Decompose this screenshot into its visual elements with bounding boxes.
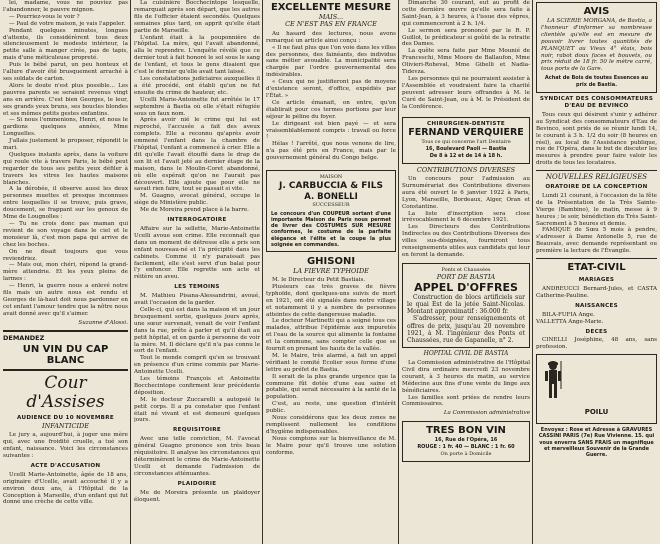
text-paragraph: Il serait de la plus grande urgence que la commune fût dotée d'une eau saine et potable, qui serait nécessaire à la santé de la population.: [266, 373, 396, 401]
ad-box-dentist: [402, 117, 530, 165]
text-paragraph: M. le Directeur du Petit Bastiais.: [272, 276, 366, 283]
avis-title: AVIS: [583, 6, 610, 17]
text-paragraph: Quelques instants après, dans la voiture qui roule vite à travers Paris, le bébé peut regarder de tous ses petits yeux défiler à travers les vitres les hautes maisons blanches.: [3, 151, 128, 186]
section-subtitle: LA FIEVRE TYPHOIDE: [293, 267, 369, 276]
text-paragraph: FAMIQUE de Sœu 5 mois à pendre, s'adresser à Dame Antonelle 5, rue de Beauvais, avec demande représentant ou première la lecture de l'Évangile.: [536, 227, 657, 255]
column-rule: [398, 0, 399, 544]
article-subtitle: MAIS...: [318, 13, 344, 21]
text-paragraph: Alors le doute n'est plus possible... Les pauvres parents se seraient revenus vingt ans en arrière. C'est bien Georges, le leur, ses grands yeux bruns, ses boucles blondes et ses mêmes petits gestes enfantins.: [3, 82, 128, 117]
text-paragraph: M. le docteur Zuccarelli a autopsié le petit corps. Il a pu constater que l'enfant était né vivant et est demeuré quelques jours.: [134, 396, 260, 424]
divider: [3, 330, 128, 332]
column-3: [266, 0, 396, 544]
text-paragraph: Ce article émanait, on entre, qu'on établirait pour ces termes portions par leur séjour le péline du foyer.: [266, 99, 396, 120]
text-paragraph: — Si nous l'emmenions, Henri, et nous le gardions quelques années, Mme Longuelles.: [3, 117, 128, 138]
text-paragraph: ANDREUCCI Bernard-Jules, et CASTA Catherine-Pauline.: [536, 286, 657, 299]
text-paragraph: Pendant quelques minutes, longues d'attente, ils considérèrent tous deux silencieusement le modeste intérieur, la petite salle à manger cirée, pas de tapis, mais d'une méticuleuse propreté.: [3, 27, 128, 62]
column-1: [3, 0, 128, 544]
signature: Suzanne d'Alossi.: [78, 319, 128, 326]
section-heading: PLAIDOIRIE: [177, 480, 217, 487]
text-paragraph: Le dirigeant est bien payé — et sera vraisemblablement compris : travail ou force !: [266, 120, 396, 141]
text-paragraph: LA SCIERIE MORGANA, de Bastia, a l'honneur d'informer sa nombreuse clientèle qu'elle est en mesure de pouvoir livrer toutes quantités de PLANQUET au Vieux 4° étais, bois noir, rabot doux faces et bouvets, ou prix réduit de 18 fr. 50 le mètre carré, tous ports de la Gare.: [541, 18, 652, 73]
ad-successor: SUCCESSEUR: [312, 201, 350, 208]
text-paragraph: Construction de blocs artificiels sur le quai Est de la jetée Saint-Nicolas. Montant approximatif : 36.000 fr.: [407, 293, 525, 316]
section-title-hopital: HOPITAL CIVIL DE BASTIA: [423, 350, 509, 358]
ad-box-wine: [402, 421, 530, 462]
text-paragraph: Tout le monde comprit qu'en se trouvant en présence d'un crime commis par Marie-Antoinette Ucelli.: [134, 355, 260, 376]
section-heading: MARIAGES: [578, 277, 615, 284]
text-paragraph: La liste d'inscription sera close irrévocablement le 6 décembre 1921.: [402, 210, 530, 224]
ad-box-poilu: [536, 354, 657, 424]
text-paragraph: Le docteur Martinetti qui a soigné tous ces malades, attribue l'épidémie aux impuretés et l'eau de la source qui alimente la fontaine et la commune, sans compter celle que se fournit en prenant les hauts de la vallée.: [266, 318, 396, 353]
court-subtitle: INFANTICIDE: [42, 422, 89, 431]
ad-address: 16, Boulevard Paoli — Bastia: [425, 146, 507, 153]
ad-appel-offres: APPEL D'OFFRES: [414, 280, 518, 294]
ad-wine-title: TRES BON VIN: [426, 425, 506, 437]
text-paragraph: — Pourriez-vous le voir ?: [9, 13, 80, 20]
section-title-ghisoni: GHISONI: [306, 256, 356, 268]
text-paragraph: Affaire sur la sellette, Marie-Antoinette Ucelli avoue son crime. Elle reconnaît que dans un moment de détresse elle a pris son enfant nouveau-né et l'a précipité dans les cabinets. Comme il n'y paraissait pas facilement, elle s'est servi d'un balai pour l'y enfoncer. Elle regrette son acte et réitère un aveu.: [134, 226, 260, 281]
text-paragraph: M. Mathieu Pisana-Alessandrini, avoué, avait l'occasion de la garder.: [134, 293, 260, 307]
ad-label: Ponts et Chaussées: [441, 266, 491, 273]
text-paragraph: Me de Moreira prend place à la barre.: [140, 207, 249, 214]
ad-text: Envoyez : Rose et Adresse à GRAVURES CASSINI PARIS (7e) Rue Vivienne. 15. qui vous enverra SANS FRAIS un magnifique et merveilleux Souvenir de la Grande Guerre.: [538, 427, 655, 459]
ad-box-carbuccia: [266, 170, 396, 252]
divider: [536, 170, 657, 171]
article-subtitle-2: CE N'EST PAS EN FRANCE: [285, 19, 377, 28]
text-paragraph: Les personnes qui ne pourraient assister à l'Assemblée et voudraient faire la charité peuvent adresser leurs offrandes à M. le Curé de Saint-Jean, ou à M. le Président de la Conférence.: [402, 75, 530, 110]
court-date: AUDIENCE DU 10 NOVEMBRE: [17, 414, 114, 421]
text-paragraph: Le jury a, aujourd'hui, à juger une mère qui, avec une froidité cruelle, a tué son enfant, naissance. Voici les circonstances suivantes :: [3, 432, 128, 460]
text-paragraph: « Il ne faut plus que l'on voie dans les villes des personnes, des fainéants, des individus sans métier avouable. La municipalité sera chargée par l'ordre gouvernemental des indésirables.: [266, 44, 396, 79]
section-title-religieuses: NOUVELLES RELIGIEUSES: [545, 173, 648, 182]
text-paragraph: C'est, au reste, une question d'intérêt public.: [266, 401, 396, 415]
text-paragraph: — Tu ne crois donc pas maman qui revient de son voyage dans le ciel et le monsieur là, c'est mon papa qui arrive de chez les boches.: [3, 221, 128, 248]
text-paragraph: Après avoir nié le crime qui lui est reproché, l'accusée a fait des aveux complets. Elle a reconnu qu'après avoir emmené l'enfant dans la chambre de l'hôpital, l'enfant a commencé à crier. Elle a dit qu'elle l'avait étouffé dans le drap de son lit et l'avait jeté au dernier étage de la maison, dans le Moulin-Coret abandonné, où elle espérait qu'on ne l'aurait pas découvert. Elle ajoute que pour elle ne savait rien faire, tout se passait si vite.: [134, 117, 260, 193]
ad-box-avis: [536, 2, 657, 93]
ad-demandez: DEMANDEZ: [3, 333, 45, 342]
text-paragraph: Nous considérons que les deux zones ne remplissent nullement les conditions d'hygiène indispensables.: [266, 415, 396, 435]
text-paragraph: La cuisinière Bocchecintope lesquelle, remarquait après son départ, que les autres fils de l'officier étaient secondés. Quelques semaines plus tard, on apprit qu'elle était partie de Marseille.: [134, 0, 260, 34]
section-title-etat-civil: ETAT-CIVIL: [567, 262, 626, 274]
section-heading: DECES: [585, 328, 608, 335]
text-paragraph: Les constatations judiciaires auxquelles il a été procédé, ont établi qu'un ne fut ensuite du crime de hauteur, etc.: [134, 75, 260, 96]
ad-label: MAISON: [319, 174, 343, 181]
article-title: EXCELLENTE MESURE: [270, 2, 392, 13]
ad-label: CHIRURGIEN-DENTISTE: [427, 120, 505, 127]
ad-text: Le concours d'un COUPEUR sortant d'une importante Maison de Paris nous permet de livrer des COSTUMES SUR MESURE conformes, le costume de la parfaite élégance et l'élite et la coupe la plus soignée en commandes.: [271, 210, 391, 248]
text-paragraph: M. le Maire, très alarmé, a fait un appel vérifiant le comité Ecolier sous forme d'une lettre au préfet de Bastia.: [266, 352, 396, 373]
ad-company-name: J. CARBUCCIA & FILS: [279, 180, 383, 191]
text-paragraph: Dimanche 30 courant, eut au profit de cette dernière œuvre qu'elle sera faite à Saint-Jean, à 3 heures, à l'issue des vêpres, qui commenceront à 2 h. 1/4.: [402, 0, 530, 27]
text-paragraph: Plusieurs cas très graves de fièvre typhoïde, dont quelques-uns suivis de mort en 1921, ont été signalés dans notre village et notamment il y a nombre de personnes atteintes de cette dangereuse maladie.: [266, 283, 396, 318]
text-paragraph: Puis le bébé parut, un peu honteux et l'allure d'avoir été brusquement arraché à ses soldats de carton.: [3, 62, 128, 82]
text-paragraph: Nous comptons sur la bienveillance de M. le Maire pour qu'il trouve une solution conforme.: [266, 435, 396, 456]
text-paragraph: On ne disait toujours que vous reviendriez.: [3, 248, 128, 262]
section-heading: INTERROGATOIRE: [167, 217, 227, 224]
logo-word: POILU: [584, 408, 609, 417]
text-paragraph: — Paul de votre maison, je vais l'appeler.: [9, 20, 126, 27]
text-paragraph: L'enfant était à la pouponnière de l'hôpital. La mère, qui l'avait abandonné, alla le reprendre. L'enquête révélé que ce dernier tout à fait honoré le sol sous le sang de l'enfant, et tous le gens disaient que c'est le dernier qu'elle avait tant laissé.: [134, 34, 260, 76]
ad-note: On porte à Domicile: [440, 451, 492, 458]
text-paragraph: lei, madame, vous ne pouviez pas l'abandonner, le pauvre mignon.: [3, 0, 128, 13]
text-paragraph: Ucelli Marie-Antoinette, âgée de 18 ans, originaire d'Ucelle, avait accouché il y a environ deux ans, à l'Hôpital de la Conception à Marseille, d'un enfant qui fut donné une crèche de cette ville.: [3, 471, 128, 506]
signature: La Commission administrative: [443, 410, 530, 417]
divider: [3, 369, 128, 371]
text-paragraph: M. Guagno, avocat général, occupe le siège du Ministère public.: [134, 193, 260, 207]
ad-company-name-2: A. BONELLI: [304, 191, 358, 202]
section-heading: REQUISITOIRE: [173, 427, 221, 434]
ad-port-title: PORT DE BASTIA: [436, 272, 496, 281]
section-heading: NAISSANCES: [575, 302, 618, 309]
court-section: ACTE D'ACCUSATION: [30, 462, 101, 469]
ad-box-port: [402, 263, 530, 348]
ad-wine-title: UN VIN DU CAP BLANC: [22, 343, 109, 366]
text-paragraph: « Ceux qui ne justifieront pas de moyens d'existence seront, d'office, expédiés par l'État. »: [266, 79, 396, 99]
section-heading: ORATOIRE DE LA CONCEPTION: [545, 184, 648, 191]
text-paragraph: Ucelli Marie-Antoinette fut arrêtée le 17 septembre à Bastia où elle s'était réfugiée sous un faux nom.: [134, 96, 260, 117]
soldier-illustration: [539, 359, 567, 403]
column-5: [536, 0, 657, 544]
text-paragraph: Celle-ci, qui est dans la maison et un jour brusquement sortie, quelques jours après, une sœur survenait, venait de voir l'enfant dans la rue, prête à parler et qu'il était au petit hôpital, et en garde à personne de voir la mère. M. Il déclare qu'il n'a pas connu le sort de l'enfant.: [134, 306, 260, 355]
ad-address: 16, Rue de l'Opéra, 16: [434, 437, 498, 444]
text-paragraph: Les témoins François et Antoinette Bocchecintope confirment leur précédente déposition.: [134, 376, 260, 396]
text-paragraph: La Commission administrative de l'Hôpital Civil dira ordinaire mercredi 23 novembre courant, à 3 heures du matin, au service Médecine aux fins d'une vente du linge aux bénéficiaires.: [402, 360, 530, 394]
section-title-contrib: CONTRIBUTIONS DIVERSES: [416, 166, 516, 175]
ad-price: ROUGE : 1 fr. 40 — BLANC : 1 fr. 60: [417, 444, 515, 451]
text-paragraph: Les Directeurs des Contributions Indirectes ou des Contributions Diverses des villes sus-désignées, fourniront tous renseignements utiles aux candidats qui leur en feront la demande.: [402, 224, 530, 258]
column-2: [134, 0, 260, 544]
section-title-court: Cour d'Assises: [26, 372, 105, 412]
text-paragraph: Un concours pour l'admission au Surnumérariat des Contributions diverses aura été ouvert le 6 janvier 1922 à Paris, Lyon, Marseille, Bordeaux, Alger, Oran et Constantine.: [402, 176, 530, 210]
text-paragraph: La quête sera faite par Mme Mounié de Franceschi, Mme Moore de Ballaufon, Mme Olivieri-Roheval, Mme Gibelli et Nadia-Tidevza.: [402, 48, 530, 76]
text-paragraph: Le sermon sera prononcé par le R. P. Guillot, le prédicateur si goûté de la retraite des Dames.: [402, 27, 530, 48]
text-paragraph: Les familles sont priées de rendre leurs Commissaires.: [402, 394, 530, 408]
text-paragraph: — Mais oui, mon chéri, répond la grand-mère attendrie. Et les yeux pleins de larmes :: [3, 262, 128, 283]
ad-note: Achat de Bois de toutes Essences au prix de Bastia.: [544, 75, 649, 89]
text-paragraph: S'adresser, pour renseignements et offres de prix, jusqu'au 20 novembre 1921, à M. l'ingénieur des Ponts et Chaussées, rue de Gapanelle, n° 2.: [407, 315, 525, 344]
column-4: [402, 0, 530, 544]
column-rule: [262, 0, 263, 544]
text-paragraph: — Henri, la guerre nous a enlevé notre fils mais un autre nous est rendu et Georges de là-haut doit nous pardonner en cet enfant l'amour tendre que la nôtre nous avait donné avec qu'il s'aimer.: [3, 283, 128, 317]
text-paragraph: A la dérobée, il observe aussi les deux personnes muettes et presque inconnues entre lesquelles il se trouve, puis grave, doucement, se frappant sur les genoux de Mme de Lougnolles :: [3, 186, 128, 221]
column-rule: [130, 0, 131, 544]
text-paragraph: Avec une telle conviction, M. l'avocat général Guagno prononce son très beau réquisitoire. Il analyse les circonstances qui déterminèrent le crime de Marie-Antoinette Ucelli et demande l'admission de circonstances atténuantes.: [134, 436, 260, 477]
text-paragraph: Hélas ! l'arrêté, que nous venons de lire, n'a pas été pris en France, mais par le gouvernement général du Congo belge.: [266, 141, 396, 162]
divider: [536, 258, 657, 259]
text-paragraph: Tous ceux qui désirent s'unir y adhérer au Syndicat des consommateurs d'Eau de Bevinco, sont priés de se réunir lundi 14, le courant à 3 h. 1/2 du soir (8 heures en réel), au local de l'Assistance publique, rue de l'Opéra, dans le but de discuter les mesures à prendre pour faire valoir les droits de tous les locataires.: [536, 111, 657, 167]
ad-dentist-name: FERNAND VERQUIERE: [408, 127, 524, 139]
text-paragraph: Au hasard des lectures, nous avons remarqué un article ainsi conçu :: [266, 30, 396, 44]
section-heading: LES TEMOINS: [174, 284, 220, 291]
text-paragraph: CINELLI Joséphine, 48 ans, sans profession.: [536, 337, 657, 351]
ad-line: Tous ce qui concerne l'art Dentaire: [421, 139, 511, 146]
section-title-syndicat: SYNDICAT DES CONSOMMATEURS D'EAU DE BEVINCO: [539, 96, 654, 109]
column-rule: [532, 0, 533, 544]
text-paragraph: Me de Moreira présente un plaidoyer éloquent.: [134, 489, 260, 503]
ad-hours: De 8 à 12 et de 14 à 18 h.: [429, 153, 503, 160]
text-paragraph: J'allais justement le proposer, répondit le mari.: [3, 138, 128, 152]
text-paragraph: Lundi 21 courant, à l'occasion de la fête de la Présentation de la Très Sainte-Vierge (Bambino), le matin, messe à 9 heures ; le soir, bénédiction du Très Saint-Sacrement à 5 heures et demie.: [536, 192, 657, 227]
text-paragraph: BILA-FUFIA Ange. VALLETTA Ange-Marie.: [536, 311, 604, 325]
